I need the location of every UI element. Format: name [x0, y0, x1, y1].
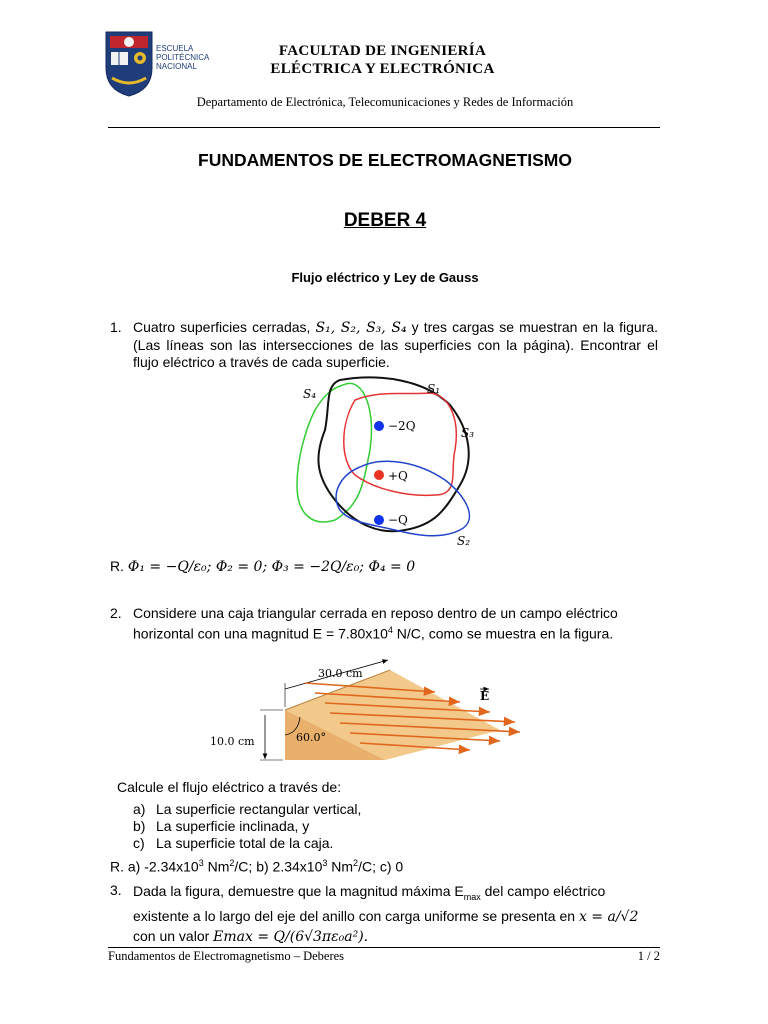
list-marker: a) — [133, 801, 146, 817]
p2-ans-a-tail: /C; b) 2.34x10 — [234, 858, 323, 875]
logo-text-line3: NACIONAL — [156, 62, 197, 71]
problem-1-text-b: y tres cargas se muestran en la figura. (Las líneas son las intersecciones de las superficies con la página). Encontrar el flujo eléctrico a través de cada superficie. — [133, 319, 659, 370]
footer-divider — [108, 947, 660, 948]
charge-minus-2q-dot — [374, 421, 384, 431]
problem-2-line-2-a: horizontal con una magnitud E = 7.80x10 — [133, 625, 388, 642]
problem-2-number: 2. — [110, 605, 122, 621]
label-s3: S₃ — [461, 426, 475, 440]
assignment-title: DEBER 4 — [343, 210, 427, 231]
p3-l2-math: x = a/√2 — [578, 908, 639, 925]
p2-ans-b-unit: Nm — [327, 858, 354, 875]
p2-ans-a-unit: Nm — [203, 858, 230, 875]
problem-3-line-3 — [133, 927, 663, 947]
triangular-box-figure — [210, 655, 530, 770]
p3-l2-a: existente a lo largo del eje del anillo con carga uniforme se presenta en — [133, 907, 579, 924]
p2-ans-b-unit-sup: 2 — [353, 858, 359, 868]
charge-minus-q-dot — [374, 515, 384, 525]
label-plus-q: +Q — [388, 469, 408, 483]
faculty-title — [180, 42, 585, 78]
list-item — [133, 835, 361, 852]
list-text: La superficie inclinada, y — [156, 818, 310, 834]
problem-1-answer-prefix: R. — [110, 558, 128, 574]
problem-2-text — [133, 605, 658, 643]
list-text: La superficie rectangular vertical, — [156, 801, 362, 817]
problem-2-exponent: 4 — [387, 625, 393, 635]
faculty-line-1: FACULTAD DE INGENIERÍA — [278, 43, 487, 59]
footer-left: Fundamentos de Electromagnetismo – Deberes — [108, 949, 345, 963]
footer-page-number: 1 / 2 — [637, 949, 660, 963]
problem-1-number: 1. — [110, 319, 122, 335]
problem-1-text — [133, 319, 658, 371]
problem-2-line-1: Considere una caja triangular cerrada en reposo dentro de un campo eléctrico — [133, 605, 618, 621]
p3-l1-a: Dada la figura, demuestre que la magnitud máxima E — [133, 883, 464, 899]
p3-l3-math: Emax = Q/(6√3πε₀a²). — [213, 928, 369, 945]
gauss-surfaces-figure — [285, 375, 485, 550]
charge-plus-q-dot — [374, 470, 384, 480]
p3-l1-sub: max — [463, 891, 481, 902]
label-minus-q: −Q — [388, 513, 408, 527]
p2-ans-b-tail: /C; c) 0 — [358, 858, 404, 875]
problem-2-ask: Calcule el flujo eléctrico a través de: — [117, 779, 342, 795]
logo-text-line1: ESCUELA — [156, 44, 194, 53]
problem-1-answer — [110, 558, 415, 575]
label-s2: S₂ — [457, 534, 471, 548]
p2-ans-a-sup: 3 — [198, 858, 204, 868]
faculty-line-2: ELÉCTRICA Y ELECTRÓNICA — [270, 61, 495, 77]
course-title: FUNDAMENTOS DE ELECTROMAGNETISMO — [198, 150, 572, 170]
problem-2-list — [133, 801, 361, 852]
label-minus-2q: −2Q — [388, 419, 416, 433]
problem-3-text — [133, 882, 663, 947]
problem-2-line-2-b: N/C, como se muestra en la figura. — [392, 625, 614, 642]
p2-ans-a: R. a) -2.34x10 — [110, 858, 199, 875]
label-angle: 60.0° — [296, 731, 326, 744]
list-item — [133, 801, 361, 818]
topic-heading: Flujo eléctrico y Ley de Gauss — [291, 270, 479, 285]
p3-l1-b: del campo eléctrico — [480, 883, 606, 899]
department-line: Departamento de Electrónica, Telecomunicaciones y Redes de Información — [196, 95, 574, 109]
p2-ans-b-sup: 3 — [322, 858, 328, 868]
problem-1-surfaces: S₁, S₂, S₃, S₄ — [315, 320, 407, 336]
problem-1-answer-math: Φ₁ = −Q/ε₀; Φ₂ = 0; Φ₃ = −2Q/ε₀; Φ₄ = 0 — [127, 559, 416, 575]
list-marker: b) — [133, 818, 146, 834]
problem-3-line-1 — [133, 882, 663, 907]
logo-text-line2: POLITÉCNICA — [156, 53, 210, 62]
label-s1: S₁ — [427, 382, 441, 396]
label-s4: S₄ — [303, 387, 317, 401]
problem-2-answer — [110, 858, 403, 875]
label-30cm: 30.0 cm — [318, 667, 363, 680]
header-divider — [108, 127, 660, 128]
list-text: La superficie total de la caja. — [156, 835, 334, 851]
list-marker: c) — [133, 835, 145, 851]
p3-l3-a: con un valor — [133, 927, 214, 944]
label-10cm: 10.0 cm — [210, 735, 255, 748]
list-item — [133, 818, 361, 835]
problem-3-line-2 — [133, 907, 663, 927]
label-field-e: E — [480, 689, 490, 703]
problem-1-text-a: Cuatro superficies cerradas, — [133, 319, 316, 335]
p2-ans-a-unit-sup: 2 — [229, 858, 235, 868]
surface-s4-curve — [297, 383, 371, 521]
problem-2-line-2 — [133, 622, 658, 643]
problem-3-number: 3. — [110, 882, 122, 898]
